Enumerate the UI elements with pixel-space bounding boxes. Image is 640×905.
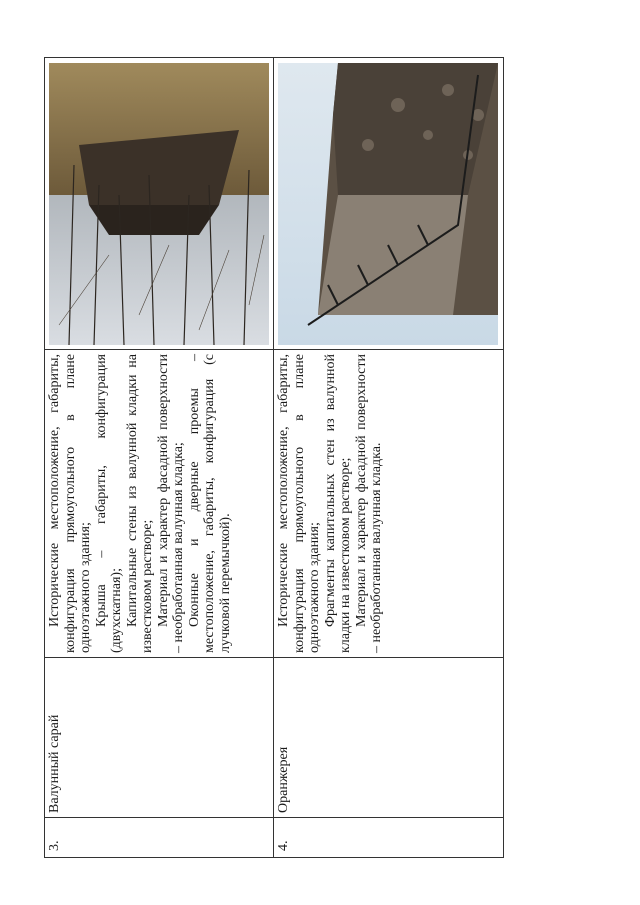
table-row (274, 58, 504, 858)
description-paragraph: Исторические местоположение, габариты, конфигурация прямоугольного в плане одноэтажного здания; (276, 354, 322, 653)
photo-cell (45, 58, 274, 350)
object-name: Оранжерея (274, 658, 504, 818)
monuments-table (44, 57, 504, 858)
description-paragraph: Крыша – габариты, конфигурация (двухскатная); (93, 354, 124, 653)
greenhouse-photo (278, 63, 498, 345)
row-number: 3. (45, 818, 274, 858)
description-paragraph: Капитальные стены из валунной кладки на известковом растворе; (124, 354, 155, 653)
description-paragraph: Оконные и дверные проемы – местоположение, габариты, конфигурация (с лучковой перемычкой). (186, 354, 233, 653)
description-paragraph: Материал и характер фасадной поверхности – необработанная валунная кладка; (155, 354, 186, 653)
description-paragraph: Материал и характер фасадной поверхности – необработанная валунная кладка. (353, 354, 384, 653)
table-row (45, 58, 274, 858)
description-paragraph: Фрагменты капитальных стен из валунной кладки на известковом растворе; (322, 354, 353, 653)
row-number: 4. (274, 818, 504, 858)
object-description (274, 350, 504, 658)
description-paragraph: Исторические местоположение, габариты, конфигурация прямоугольного в плане одноэтажного здания; (47, 354, 93, 653)
photo-cell (274, 58, 504, 350)
barn-photo (49, 63, 269, 345)
rotated-page (44, 58, 502, 858)
object-name: Валунный сарай (45, 658, 274, 818)
object-description (45, 350, 274, 658)
